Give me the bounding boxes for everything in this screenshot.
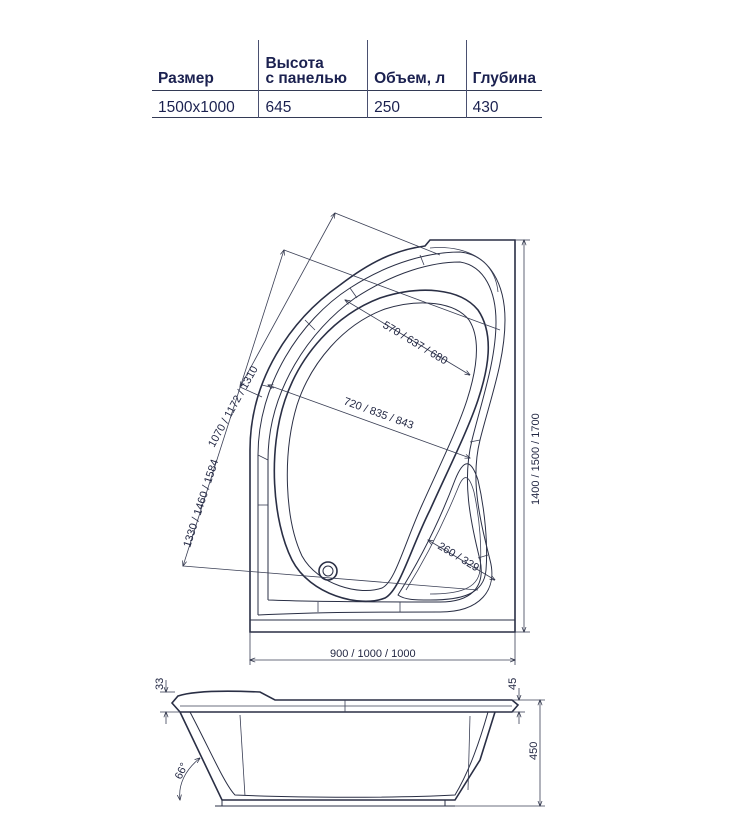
seat-ledge-inner xyxy=(406,478,481,594)
side-panel-line xyxy=(240,715,245,796)
headrest-detail xyxy=(430,248,498,292)
dim-text-bottom-width: 900 / 1000 / 1000 xyxy=(330,648,416,660)
side-body-inner xyxy=(190,712,488,797)
header-size: Размер xyxy=(158,70,214,87)
dim-text-seat: 260 / 329 xyxy=(435,540,481,575)
header-depth: Глубина xyxy=(466,40,542,91)
header-height-with-panel: Высота с панелью xyxy=(259,40,368,91)
drain-inner xyxy=(323,566,333,576)
ext-line xyxy=(335,213,440,255)
value-volume: 250 xyxy=(368,91,467,118)
dim-text-bowl-length: 720 / 835 / 843 xyxy=(341,395,416,432)
dim-text-angle: 66° xyxy=(172,761,191,782)
dim-text-bowl-width: 570 / 637 / 680 xyxy=(380,319,450,368)
ext-line xyxy=(183,566,478,590)
header-volume: Объем, л xyxy=(368,40,467,91)
side-body xyxy=(180,712,495,800)
ext-line xyxy=(284,250,500,330)
dim-line-bowl-length xyxy=(268,385,470,458)
dim-text-rim-left: 33 xyxy=(154,677,166,690)
side-view xyxy=(172,691,518,806)
value-depth: 430 xyxy=(466,91,542,118)
value-height-with-panel: 645 xyxy=(259,91,368,118)
dim-text-right-side: 1400 / 1500 / 1700 xyxy=(530,413,542,505)
dim-text-diag-inner: 1330 / 1460 / 1584 xyxy=(181,457,222,549)
value-size: 1500x1000 xyxy=(158,99,235,116)
dim-text-height: 450 xyxy=(528,741,540,760)
dim-text-diag-outer: 1070 / 1172 / 1310 xyxy=(206,364,261,450)
dim-text-rim-right: 45 xyxy=(507,677,519,690)
